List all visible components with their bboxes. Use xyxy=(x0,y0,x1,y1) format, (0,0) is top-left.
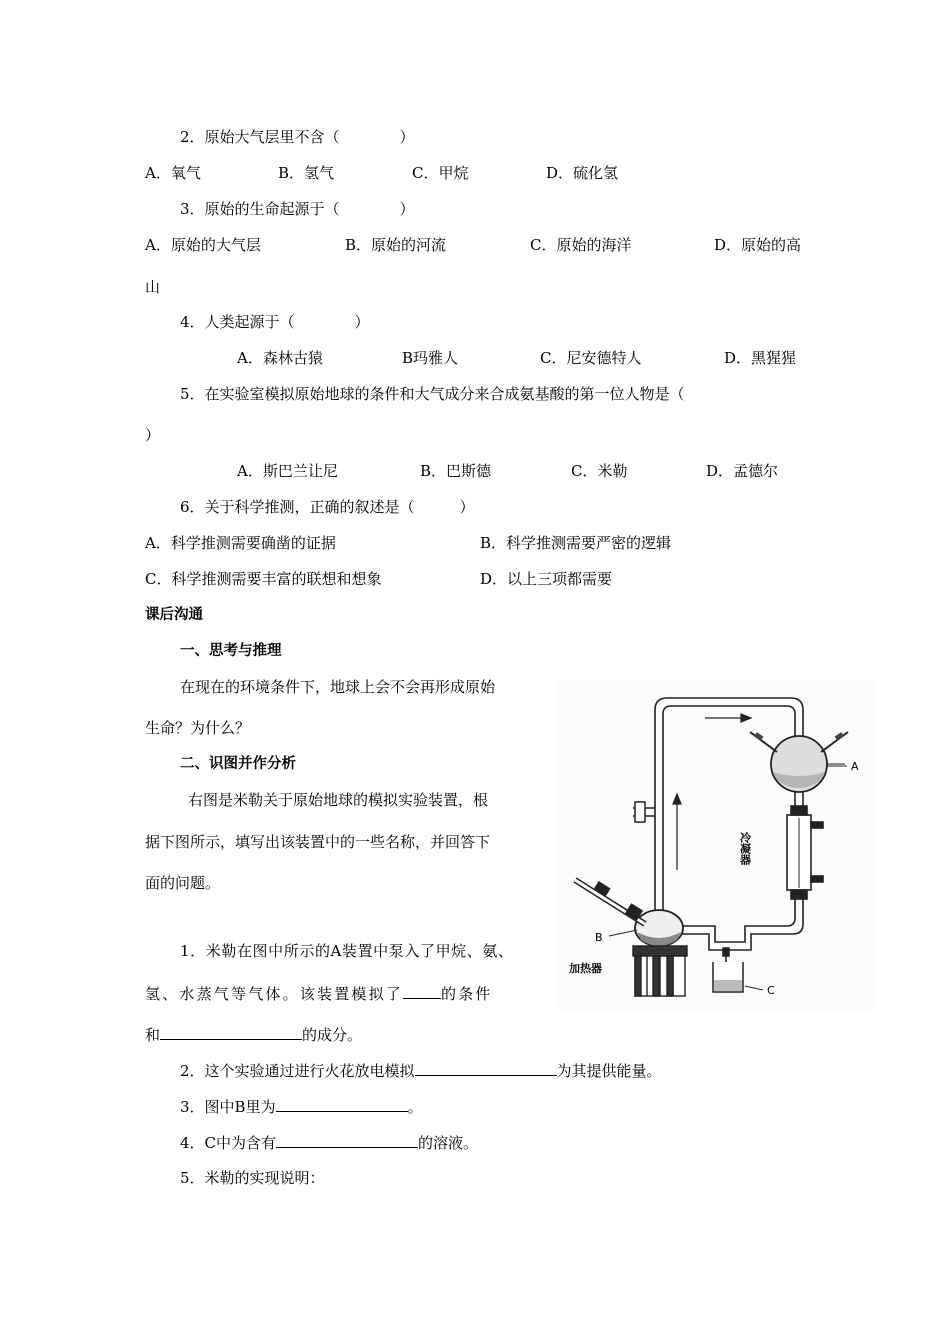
blank-q2 xyxy=(180,1060,662,1081)
diagram-background xyxy=(555,680,875,1010)
blank-q1-line1: 1．米勒在图中所示的A装置中泵入了甲烷、氨、 xyxy=(180,942,514,960)
q6-option-b: B．科学推测需要严密的逻辑 xyxy=(480,534,672,552)
q2-option-a: A．氧气 xyxy=(145,164,201,182)
q6-option-c: C．科学推测需要丰富的联想和想象 xyxy=(145,570,382,588)
q5-stem: 5．在实验室模拟原始地球的条件和大气成分来合成氨基酸的第一位人物是（ xyxy=(180,385,685,403)
part1-text-line2: 生命？为什么？ xyxy=(145,719,251,737)
q3-wrap: 山 xyxy=(145,278,161,296)
q5-option-b: B．巴斯德 xyxy=(420,462,492,480)
q4-option-c: C．尼安德特人 xyxy=(540,349,642,367)
blank-q1-line3-tail: 的成分。 xyxy=(302,1026,363,1044)
part1-text-line1: 在现在的环境条件下，地球上会不会再形成原始 xyxy=(180,678,496,696)
blank-q1-line3 xyxy=(145,1024,362,1045)
blank-q1-line2-tail: 的条件 xyxy=(441,985,493,1003)
q5-option-a: A．斯巴兰让尼 xyxy=(237,462,338,480)
q6-stem: 6．关于科学推测，正确的叙述是（ ） xyxy=(180,498,475,516)
blank-q4 xyxy=(180,1132,478,1153)
answer-blank-4[interactable] xyxy=(276,1096,408,1112)
answer-blank-1[interactable] xyxy=(403,983,441,999)
answer-blank-2[interactable] xyxy=(160,1024,302,1040)
blank-q3 xyxy=(180,1096,423,1117)
answer-blank-3[interactable] xyxy=(415,1060,557,1076)
q5-option-c: C．米勒 xyxy=(571,462,628,480)
q5-wrap: ） xyxy=(145,426,161,444)
answer-blank-5[interactable] xyxy=(276,1132,418,1148)
blank-q3-text: 3．图中B里为 xyxy=(180,1098,276,1116)
miller-apparatus-diagram xyxy=(555,680,875,1010)
part2-text-line1: 右图是米勒关于原始地球的模拟实验装置，根 xyxy=(188,791,489,809)
q3-option-a: A．原始的大气层 xyxy=(145,236,261,254)
blank-q1-line3-text: 和 xyxy=(145,1026,161,1044)
blank-q1-line2 xyxy=(145,983,493,1004)
label-a: A xyxy=(851,760,859,773)
label-condenser: 冷凝器 xyxy=(738,832,752,865)
label-c: C xyxy=(767,984,775,997)
label-b: B xyxy=(595,931,603,944)
q4-option-d: D．黑猩猩 xyxy=(724,349,797,367)
part2-text-line2: 据下图所示，填写出该装置中的一些名称，并回答下 xyxy=(145,833,491,851)
blank-q2-tail: 为其提供能量。 xyxy=(556,1062,662,1080)
section-title: 课后沟通 xyxy=(145,607,203,623)
q4-stem: 4．人类起源于（ ） xyxy=(180,313,370,331)
q2-option-b: B．氢气 xyxy=(278,164,335,182)
blank-q5: 5．米勒的实现说明： xyxy=(180,1169,325,1187)
blank-q1-line2-text: 氢、水蒸气等气体。该装置模拟了 xyxy=(145,985,404,1003)
label-heater: 加热器 xyxy=(569,962,602,975)
q3-stem: 3．原始的生命起源于（ ） xyxy=(180,200,415,218)
q3-option-b: B．原始的河流 xyxy=(345,236,447,254)
q2-stem: 2．原始大气层里不含（ ） xyxy=(180,128,415,146)
q2-option-d: D．硫化氢 xyxy=(546,164,619,182)
q5-option-d: D．孟德尔 xyxy=(706,462,779,480)
q4-option-b: B玛雅人 xyxy=(402,349,459,367)
q3-option-c: C．原始的海洋 xyxy=(530,236,632,254)
q2-option-c: C．甲烷 xyxy=(412,164,469,182)
part2-title: 二、识图并作分析 xyxy=(180,756,296,772)
q6-option-d: D．以上三项都需要 xyxy=(480,570,613,588)
blank-q4-text: 4．C中为含有 xyxy=(180,1134,277,1152)
part2-text-line3: 面的问题。 xyxy=(145,874,221,892)
blank-q3-tail: 。 xyxy=(407,1098,423,1116)
q3-option-d: D．原始的高 xyxy=(714,236,802,254)
heater xyxy=(633,946,687,996)
q6-option-a: A．科学推测需要确凿的证据 xyxy=(145,534,336,552)
part1-title: 一、思考与推理 xyxy=(180,643,282,659)
q4-option-a: A．森林古猿 xyxy=(237,349,323,367)
blank-q4-tail: 的溶液。 xyxy=(418,1134,479,1152)
blank-q2-text: 2．这个实验通过进行火花放电模拟 xyxy=(180,1062,415,1080)
